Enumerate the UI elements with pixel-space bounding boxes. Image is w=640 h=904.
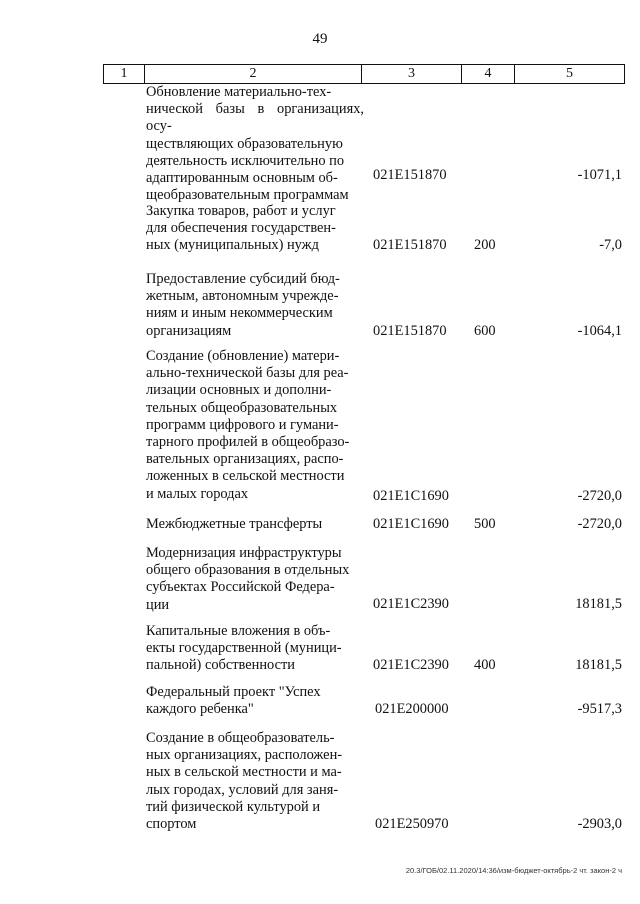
row-description: Создание в общеобразователь- ных организациях, расположен- ных в сельской местности и ма- лых городах, условий для заня- тий физической культурой и спортом: [146, 730, 343, 833]
table-body: [0, 84, 640, 833]
row-amount: -1064,1: [577, 323, 622, 339]
header-col-5: 5: [566, 66, 573, 81]
row-amount: -9517,3: [577, 701, 622, 717]
page-number: 49: [312, 31, 328, 47]
row-amount: -2903,0: [577, 816, 622, 832]
footer-doc-id: 20.3/ГОБ/02.11.2020/14:36/изм-бюджет-октябрь-2 чт. закон-2 ч: [405, 866, 622, 875]
row-amount: -1071,1: [577, 167, 622, 183]
row-amount: -2720,0: [577, 516, 622, 532]
row-description: Обновление материально-тех- нической базы в организациях, осу- ществляющих образовательную деятельность исключительно по адаптированным основным об- щеобразовательным программам: [146, 84, 364, 204]
header-col-4: 4: [462, 65, 515, 83]
row-code: 021E1C2390: [373, 596, 449, 612]
row-type: 600: [474, 323, 496, 339]
row-code: 021E151870: [373, 323, 447, 339]
table-header: [103, 64, 625, 84]
row-code: 021E151870: [373, 167, 447, 183]
row-amount: 18181,5: [575, 596, 622, 612]
row-code: 021E1C2390: [373, 657, 449, 673]
table-row: [0, 84, 640, 203]
row-amount: -7,0: [599, 237, 622, 253]
row-description: Модернизация инфраструктуры общего образования в отдельных субъектах Российской Федера- ции: [146, 545, 350, 613]
row-description: Капитальные вложения в объ- екты государственной (муници- пальной) собственности: [146, 623, 342, 674]
header-col-2: 2: [145, 65, 362, 83]
row-type: 200: [474, 237, 496, 253]
row-code: 021E1C1690: [373, 516, 449, 532]
row-code: 021E1C1690: [373, 488, 449, 504]
row-description: Предоставление субсидий бюд- жетным, автономным учрежде- ниям и иным некоммерческим организациям: [146, 271, 340, 339]
row-amount: 18181,5: [575, 657, 622, 673]
row-code: 021E151870: [373, 237, 447, 253]
row-description: Закупка товаров, работ и услуг для обеспечения государствен- ных (муниципальных) нужд: [146, 203, 336, 254]
row-type: 400: [474, 657, 496, 673]
row-code: 021E200000: [375, 701, 449, 717]
header-col-3: 3: [362, 65, 462, 83]
row-description: Создание (обновление) матери- ально-технической базы для реа- лизации основных и дополни- тельных общеобразовательных программ цифрового и гумани- тарного профилей в общеобразо- вательных организациях, распо- ложенных в сельской местности и малых городах: [146, 348, 350, 502]
row-amount: -2720,0: [577, 488, 622, 504]
row-description: Межбюджетные трансферты: [146, 516, 323, 532]
header-col-1: 1: [104, 65, 145, 83]
row-type: 500: [474, 516, 496, 532]
row-code: 021E250970: [375, 816, 449, 832]
row-description: Федеральный проект "Успех каждого ребенка": [146, 684, 321, 718]
